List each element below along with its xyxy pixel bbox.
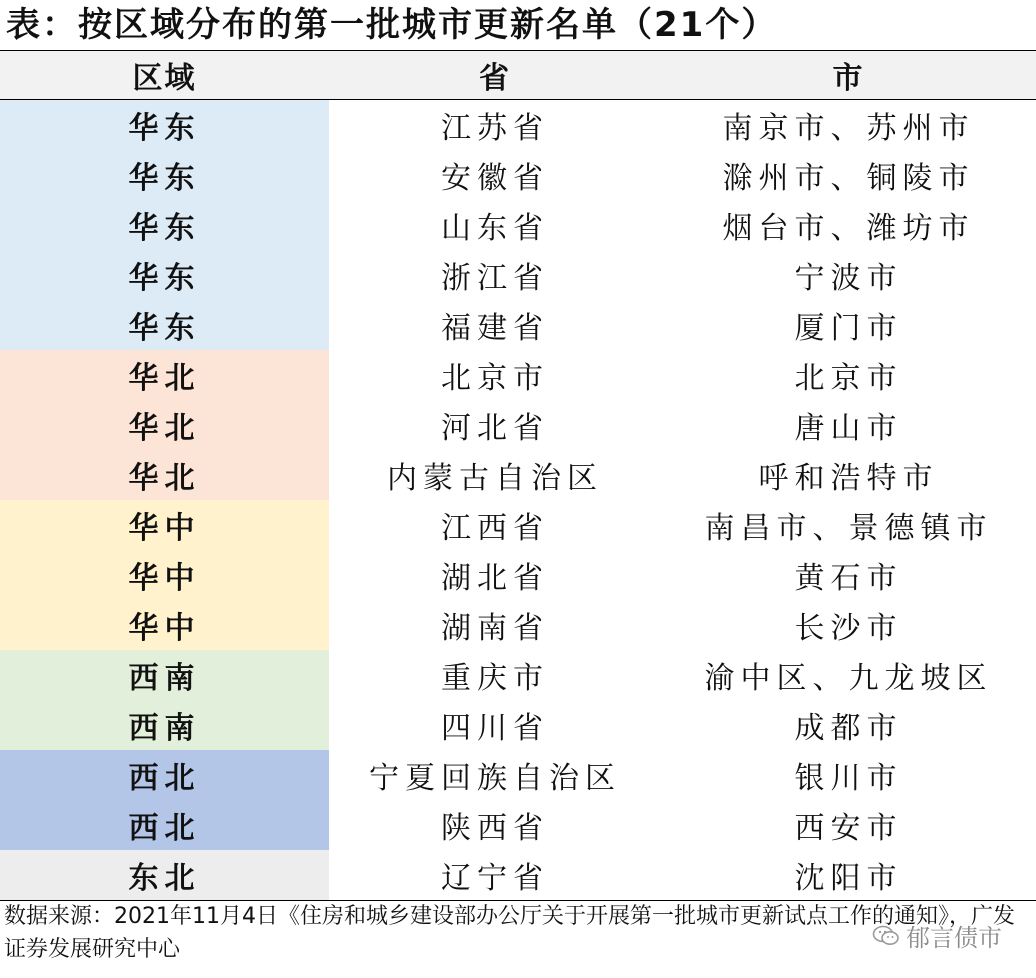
province-cell: 辽宁省 [329, 850, 661, 901]
city-cell: 沈阳市 [661, 850, 1036, 901]
table-row [0, 350, 1036, 400]
region-cell: 西北 [0, 750, 329, 800]
table-row [0, 400, 1036, 450]
city-cell: 西安市 [794, 811, 903, 846]
province-cell: 四川省 [441, 711, 549, 746]
province-cell: 陕西省 [441, 811, 549, 846]
table-row [0, 150, 1036, 200]
table-row [0, 850, 1036, 901]
city-cell: 黄石市 [794, 561, 903, 596]
region-cell: 华中 [0, 500, 329, 550]
city-cell: 成都市 [794, 711, 903, 746]
region-cell: 华中 [0, 550, 329, 600]
province-cell: 河北省 [441, 411, 549, 446]
province-cell: 江苏省 [441, 111, 549, 146]
data-source-note: 数据来源：2021年11月4日《住房和城乡建设部办公厅关于开展第一批城市更新试点工作的通知》，广发证券发展研究中心 [4, 904, 1015, 962]
province-cell: 北京市 [441, 361, 549, 396]
city-cell: 唐山市 [794, 411, 903, 446]
table-row [0, 200, 1036, 250]
city-cell: 银川市 [794, 761, 903, 796]
city-renewal-table [0, 50, 1036, 901]
province-cell: 宁夏回族自治区 [369, 761, 621, 796]
region-cell: 华东 [0, 100, 329, 151]
table-row [0, 500, 1036, 550]
table-row [0, 750, 1036, 800]
city-cell: 北京市 [794, 361, 903, 396]
city-cell: 长沙市 [794, 611, 903, 646]
region-cell: 西南 [0, 650, 329, 700]
table-body [0, 100, 1036, 901]
province-cell: 山东省 [441, 211, 549, 246]
table-row [0, 550, 1036, 600]
watermark [872, 918, 1002, 953]
city-cell: 厦门市 [794, 311, 903, 346]
city-cell: 渝中区、九龙坡区 [704, 661, 993, 696]
table-title: 表：按区域分布的第一批城市更新名单（21个） [6, 5, 778, 45]
header-region: 区域 [0, 51, 329, 100]
city-cell: 呼和浩特市 [758, 461, 939, 496]
table-row [0, 650, 1036, 700]
province-cell: 江西省 [441, 511, 549, 546]
province-cell: 浙江省 [441, 261, 549, 296]
watermark-text: 郁言债市 [906, 924, 1002, 952]
city-cell: 烟台市、潍坊市 [722, 211, 975, 246]
city-cell: 南昌市、景德镇市 [704, 511, 993, 546]
region-cell: 西南 [0, 700, 329, 750]
city-cell: 滁州市、铜陵市 [722, 161, 975, 196]
table-row [0, 800, 1036, 850]
wechat-icon [872, 924, 900, 948]
province-cell: 安徽省 [441, 161, 549, 196]
table-row [0, 600, 1036, 650]
province-cell: 福建省 [441, 311, 549, 346]
province-cell: 内蒙古自治区 [387, 461, 603, 496]
table-row [0, 100, 1036, 151]
table-row [0, 250, 1036, 300]
region-cell: 华北 [0, 350, 329, 400]
province-cell: 湖北省 [441, 561, 549, 596]
table-row [0, 300, 1036, 350]
city-cell: 宁波市 [794, 261, 903, 296]
table-header-row [0, 51, 1036, 100]
header-city: 市 [661, 51, 1036, 100]
region-cell: 华东 [0, 300, 329, 350]
region-cell: 华东 [0, 150, 329, 200]
region-cell: 西北 [0, 800, 329, 850]
table-row [0, 450, 1036, 500]
region-cell: 华中 [0, 600, 329, 650]
province-cell: 重庆市 [441, 661, 549, 696]
region-cell: 华北 [0, 450, 329, 500]
table-row [0, 700, 1036, 750]
region-cell: 东北 [0, 850, 329, 901]
city-cell: 南京市、苏州市 [722, 111, 975, 146]
region-cell: 华北 [0, 400, 329, 450]
region-cell: 华东 [0, 200, 329, 250]
province-cell: 湖南省 [441, 611, 549, 646]
region-cell: 华东 [0, 250, 329, 300]
header-province: 省 [329, 51, 661, 100]
